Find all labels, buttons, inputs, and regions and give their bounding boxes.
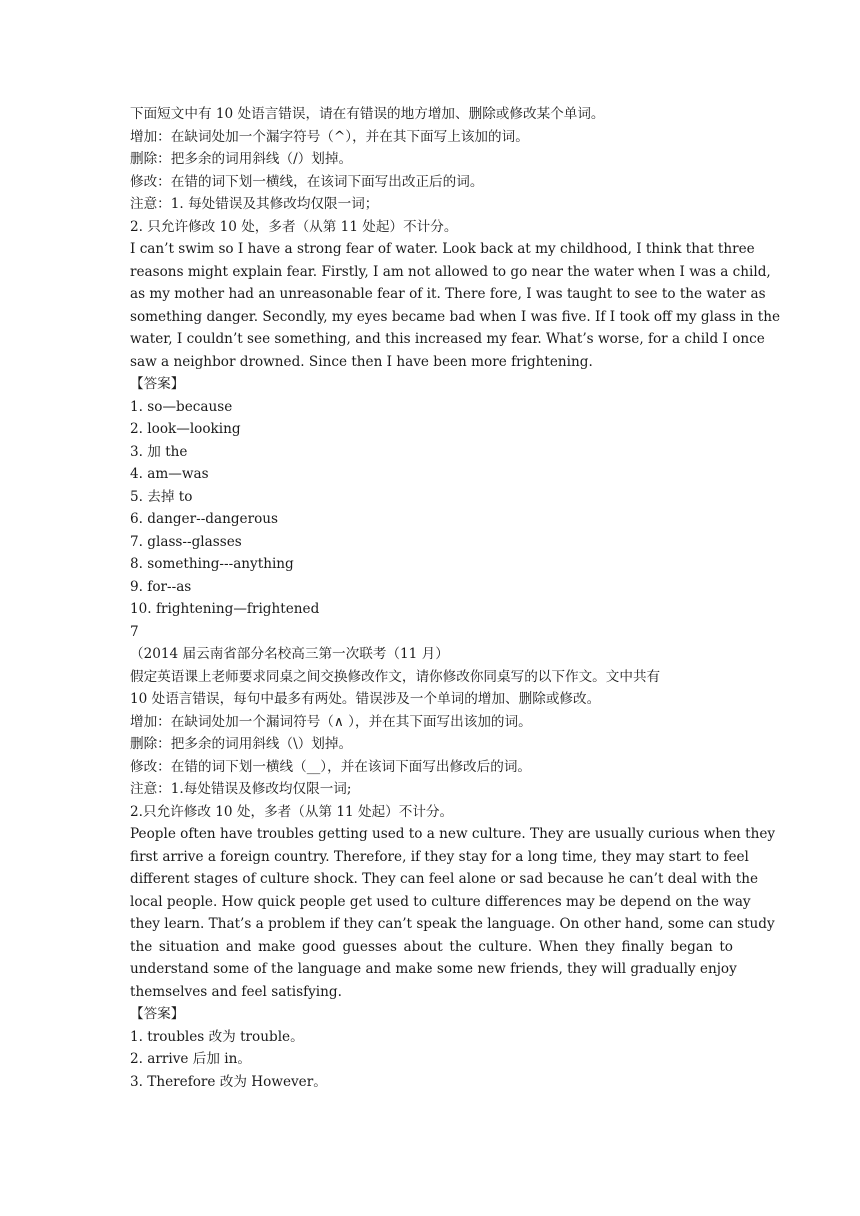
instruction-add: 增加：在缺词处加一个漏词符号（∧ ），并在其下面写出该加的词。 <box>130 713 532 730</box>
passage-line: different stages of culture shock. They can feel alone or sad because he can’t deal with the <box>130 871 759 887</box>
answer-item: 10. frightening—frightened <box>130 601 320 617</box>
answer-item: 2. look—looking <box>130 421 241 437</box>
passage-line: they learn. That’s a problem if they can’t speak the language. On other hand, some can study <box>130 916 775 932</box>
passage-2 <box>130 823 776 1003</box>
instruction-note-1: 注意：1.每处错误及修改均仅限一词; <box>130 781 352 797</box>
passage-line: local people. How quick people get used to culture differences may be depend on the way <box>130 893 751 910</box>
answer-heading: 【答案】 <box>130 1006 185 1022</box>
passage-line: the situation and make good guesses about the culture. When they finally began to <box>130 938 733 955</box>
passage-line: People often have troubles getting used to a new culture. They are usually curious when they <box>130 826 776 842</box>
answer-item: 1. troubles 改为 trouble。 <box>130 1028 304 1045</box>
instruction-intro: 下面短文中有 10 处语言错误，请在有错误的地方增加、删除或修改某个单词。 <box>130 106 605 122</box>
passage-line: themselves and feel satisfying. <box>130 983 342 1000</box>
answer-item: 7. glass--glasses <box>130 533 242 550</box>
answer-item: 3. Therefore 改为 However。 <box>130 1073 327 1090</box>
answer-item: 9. for--as <box>130 578 192 595</box>
instruction-note-1: 注意：1. 每处错误及其修改均仅限一词； <box>130 196 379 212</box>
answer-item: 6. danger--dangerous <box>130 511 279 527</box>
answer-item: 8. something---anything <box>130 556 294 572</box>
answer-item: 5. 去掉 to <box>130 488 193 505</box>
answer-item: 1. so—because <box>130 398 233 415</box>
passage-line: first arrive a foreign country. Therefore, if they stay for a long time, they may start to feel <box>130 848 749 865</box>
instruction-delete: 删除：把多余的词用斜线（/）划掉。 <box>130 151 353 167</box>
answer-item: 3. 加 the <box>130 443 188 460</box>
instruction-intro: 假定英语课上老师要求同桌之间交换修改作文，请你修改你同桌写的以下作文。文中共有 <box>130 668 661 685</box>
passage-line: I can’t swim so I have a strong fear of water. Look back at my childhood, I think that three <box>130 241 755 257</box>
instruction-delete: 删除：把多余的词用斜线（\）划掉。 <box>130 736 353 752</box>
instruction-note-2: 2. 只允许修改 10 处，多者（从第 11 处起）不计分。 <box>130 218 458 235</box>
instruction-add: 增加：在缺词处加一个漏字符号（^），并在其下面写上该加的词。 <box>130 128 529 145</box>
passage-1 <box>130 238 781 373</box>
passage-line: something danger. Secondly, my eyes became bad when I was five. If I took off my glass in the <box>130 308 781 325</box>
answer-item: 2. arrive 后加 in。 <box>130 1051 251 1067</box>
document-page <box>130 103 781 1093</box>
question-number: 7 <box>130 623 139 640</box>
passage-line: reasons might explain fear. Firstly, I am not allowed to go near the water when I was a child, <box>130 263 771 280</box>
passage-line: as my mother had an unreasonable fear of it. There fore, I was taught to see to the water as <box>130 286 766 302</box>
answer-heading: 【答案】 <box>130 376 185 392</box>
passage-line: saw a neighbor drowned. Since then I have been more frightening. <box>130 353 593 370</box>
instruction-modify: 修改：在错的词下划一横线，在该词下面写出改正后的词。 <box>130 173 484 190</box>
answer-item: 4. am—was <box>130 466 209 482</box>
question-source: （2014 届云南省部分名校高三第一次联考（11 月） <box>130 646 449 662</box>
instruction-note-2: 2.只允许修改 10 处，多者（从第 11 处起）不计分。 <box>130 803 454 820</box>
passage-line: understand some of the language and make some new friends, they will gradually enjoy <box>130 961 737 977</box>
instruction-modify: 修改：在错的词下划一横线（__），并在该词下面写出修改后的词。 <box>130 758 532 775</box>
instruction-intro: 10 处语言错误，每句中最多有两处。错误涉及一个单词的增加、删除或修改。 <box>130 691 601 707</box>
passage-line: water, I couldn’t see something, and this increased my fear. What’s worse, for a child I once <box>130 331 765 347</box>
